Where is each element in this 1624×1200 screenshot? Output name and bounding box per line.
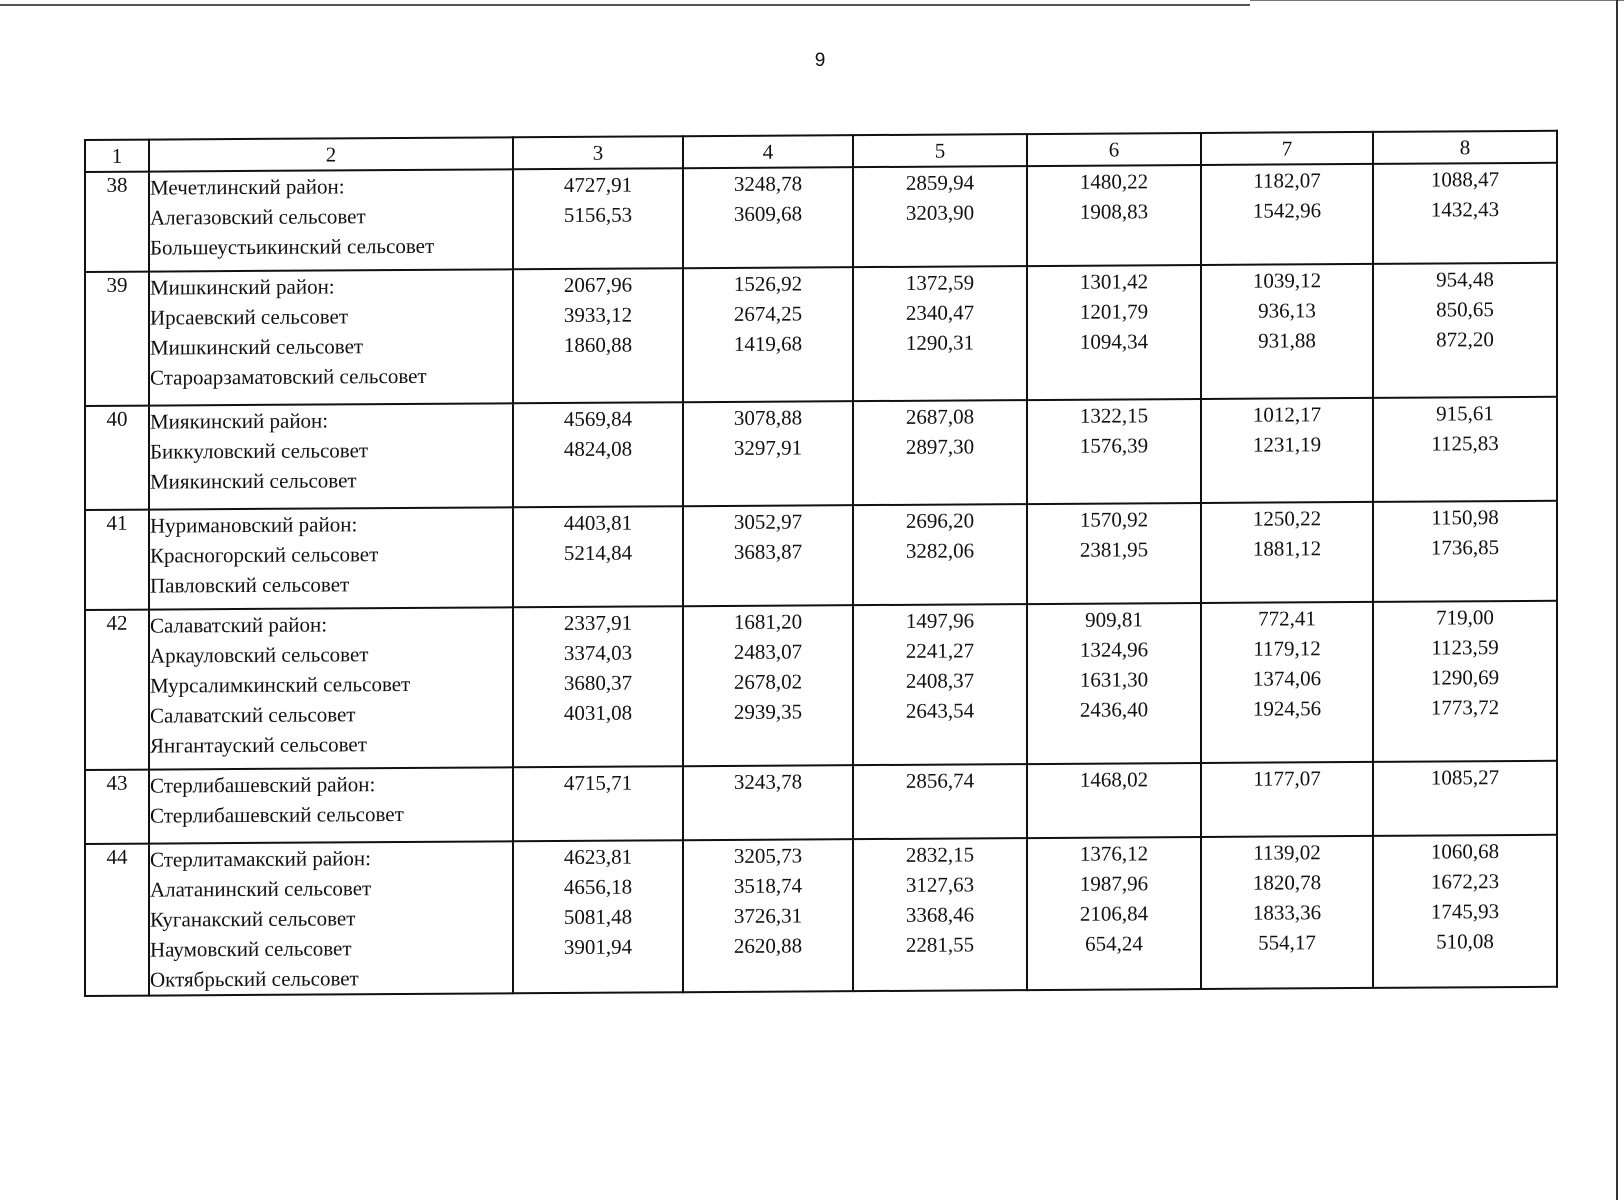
value-cell-col-3 [513,766,683,841]
value-cell-col-6 [1027,503,1201,604]
value: 1125,83 [1431,431,1499,456]
row-number: 41 [85,510,149,610]
value-cell-col-8 [1373,397,1557,502]
council-name: Стерлибашевский сельсовет [150,801,404,828]
value: 1672,23 [1430,869,1500,894]
district-name: Стерлибашевский район: [150,772,376,798]
value: 936,13 [1258,298,1316,323]
value-cell-col-5 [853,504,1027,605]
district-name: Миякинский район: [150,408,329,434]
value: 931,88 [1258,328,1316,353]
value: 1576,39 [1079,433,1149,458]
col-header-3: 3 [513,136,683,169]
row-number: 40 [85,406,149,510]
value-cell-col-4 [683,167,853,268]
value: 510,08 [1436,929,1494,954]
value: 2859,94 [905,170,975,195]
value-cell-col-3 [513,840,683,993]
value-cell-col-7 [1201,398,1373,503]
value: 1039,12 [1252,268,1322,293]
value: 1250,22 [1252,506,1322,531]
value-cell-col-6 [1027,399,1201,504]
scan-edge-right [1616,0,1618,1200]
council-name: Староарзаматовский сельсовет [150,363,427,390]
value: 915,61 [1436,401,1494,426]
value-cell-col-4 [683,401,853,506]
value-cell-col-8 [1373,501,1557,602]
value: 3368,46 [905,902,975,927]
value: 5156,53 [563,202,633,227]
value: 1542,96 [1252,198,1322,223]
value-cell-col-8 [1373,761,1557,836]
district-name: Мишкинский район: [150,274,335,300]
council-name: Янгантауский сельсовет [150,732,367,758]
value: 4403,81 [563,510,633,535]
value: 1833,36 [1252,900,1322,925]
table-row [85,835,1557,996]
value: 1773,72 [1430,695,1500,720]
value: 3127,63 [905,872,975,897]
value-cell-col-5 [853,166,1027,267]
value: 3933,12 [563,302,633,327]
value: 2408,37 [905,668,975,693]
value-cell-col-7 [1201,762,1373,837]
value: 2643,54 [905,698,975,723]
names-cell [149,269,513,405]
value: 4656,18 [563,874,633,899]
value: 1374,06 [1252,666,1322,691]
value: 1139,02 [1253,840,1321,865]
value: 1480,22 [1079,169,1149,194]
table-row [85,761,1557,844]
council-name: Мурсалимкинский сельсовет [150,671,411,698]
value: 772,41 [1258,606,1316,631]
value: 1177,07 [1253,766,1321,791]
value: 872,20 [1436,327,1494,352]
value: 2674,25 [733,301,803,326]
value: 850,65 [1436,297,1494,322]
value: 1012,17 [1252,402,1322,427]
row-number: 39 [85,272,149,406]
value-cell-col-5 [853,400,1027,505]
value-cell-col-6 [1027,165,1201,266]
value: 3282,06 [905,538,975,563]
value: 2856,74 [905,768,975,793]
value-cell-col-4 [683,267,853,402]
value: 2381,95 [1079,537,1149,562]
names-cell [149,841,513,995]
district-name: Мечетлинский район: [150,174,345,200]
table-row [85,501,1557,610]
value: 1497,96 [905,608,975,633]
value-cell-col-6 [1027,763,1201,838]
value: 3248,78 [733,171,803,196]
value-cell-col-7 [1201,836,1373,989]
council-name: Биккуловский сельсовет [150,438,369,464]
value: 4727,91 [563,172,633,197]
names-cell [149,507,513,609]
council-name: Салаватский сельсовет [150,702,356,728]
value: 1419,68 [733,331,803,356]
table-row [85,263,1557,406]
value-cell-col-8 [1373,163,1557,264]
value: 1526,92 [733,271,803,296]
value: 1150,98 [1431,505,1499,530]
table-row [85,601,1557,770]
value: 1376,12 [1079,841,1149,866]
value: 1570,92 [1079,507,1149,532]
value: 1179,12 [1253,636,1321,661]
value: 1372,59 [905,270,975,295]
value: 1924,56 [1252,696,1322,721]
value: 2939,35 [733,699,803,724]
value: 1908,83 [1079,199,1149,224]
value: 1060,68 [1430,839,1500,864]
district-name: Стерлитамакский район: [150,846,371,872]
value-cell-col-3 [513,268,683,403]
row-number: 42 [85,610,149,770]
value: 3726,31 [733,903,803,928]
value-cell-col-6 [1027,837,1201,990]
value: 1324,96 [1079,637,1149,662]
value: 1736,85 [1430,535,1500,560]
council-name: Большеустьикинский сельсовет [150,233,435,260]
value-cell-col-4 [683,839,853,992]
council-name: Павловский сельсовет [150,572,350,598]
col-header-4: 4 [683,135,853,168]
value: 3901,94 [563,934,633,959]
value: 3609,68 [733,201,803,226]
value: 3205,73 [733,843,803,868]
value: 3243,78 [733,769,803,794]
value: 719,00 [1436,605,1494,630]
value: 1085,27 [1430,765,1500,790]
value: 5081,48 [563,904,633,929]
value: 1860,88 [563,332,633,357]
value: 954,48 [1436,267,1494,292]
district-name: Нуримановский район: [150,512,358,538]
value-cell-col-6 [1027,265,1201,400]
value: 2067,96 [563,272,633,297]
value-cell-col-7 [1201,602,1373,763]
council-name: Алегазовский сельсовет [150,204,366,230]
value-cell-col-3 [513,402,683,507]
value: 1088,47 [1430,167,1500,192]
value: 5214,84 [563,540,633,565]
value-cell-col-8 [1373,601,1557,762]
row-number: 44 [85,844,149,996]
table-row [85,397,1557,510]
value: 3518,74 [733,873,803,898]
value: 2897,30 [905,434,975,459]
value: 2436,40 [1079,697,1149,722]
value: 2687,08 [905,404,975,429]
value: 1432,43 [1430,197,1500,222]
value: 3052,97 [733,509,803,534]
council-name: Красногорский сельсовет [150,542,379,568]
value: 1301,42 [1079,269,1149,294]
value: 3374,03 [563,640,633,665]
value: 2281,55 [905,932,975,957]
value-cell-col-4 [683,505,853,606]
value-cell-col-5 [853,604,1027,765]
value-cell-col-5 [853,764,1027,839]
council-name: Аркауловский сельсовет [150,642,369,668]
value: 3683,87 [733,539,803,564]
value: 2620,88 [733,933,803,958]
value: 3203,90 [905,200,975,225]
value: 1881,12 [1252,536,1322,561]
value: 4569,84 [563,406,633,431]
value: 2241,27 [905,638,975,663]
council-name: Миякинский сельсовет [150,468,357,494]
value: 1987,96 [1079,871,1149,896]
value: 1322,15 [1079,403,1149,428]
value: 3297,91 [733,435,803,460]
value-cell-col-4 [683,765,853,840]
col-header-5: 5 [853,134,1027,167]
value-cell-col-3 [513,506,683,607]
col-header-6: 6 [1027,133,1201,166]
value-cell-col-3 [513,168,683,269]
value: 1468,02 [1079,767,1149,792]
value: 2106,84 [1079,901,1149,926]
value-cell-col-7 [1201,264,1373,399]
council-name: Куганакский сельсовет [150,906,356,932]
value: 2340,47 [905,300,975,325]
value: 3680,37 [563,670,633,695]
value: 1182,07 [1253,168,1321,193]
value-cell-col-7 [1201,502,1373,603]
row-number: 38 [85,172,149,272]
value-cell-col-8 [1373,835,1557,988]
value: 1745,93 [1430,899,1500,924]
table-row [85,163,1557,272]
value: 1820,78 [1252,870,1322,895]
value: 4623,81 [563,844,633,869]
value-cell-col-8 [1373,263,1557,398]
names-cell [149,767,513,843]
value: 2678,02 [733,669,803,694]
names-cell [149,403,513,509]
scan-edge-top [0,4,1250,6]
value: 1681,20 [733,609,803,634]
value: 4031,08 [563,700,633,725]
page-number: 9 [814,50,826,71]
names-cell [149,169,513,271]
value: 2832,15 [905,842,975,867]
value-cell-col-5 [853,266,1027,401]
value: 1201,79 [1079,299,1149,324]
value: 1231,19 [1252,432,1322,457]
council-name: Ирсаевский сельсовет [150,304,348,330]
value: 1631,30 [1079,667,1149,692]
col-header-2: 2 [149,137,513,171]
value-cell-col-4 [683,605,853,766]
council-name: Мишкинский сельсовет [150,334,364,360]
col-header-7: 7 [1201,132,1373,165]
col-header-1: 1 [85,140,149,172]
value-cell-col-6 [1027,603,1201,764]
value: 1290,69 [1430,665,1500,690]
value: 654,24 [1085,931,1143,956]
value: 554,17 [1258,930,1316,955]
row-number: 43 [85,770,149,844]
value-cell-col-7 [1201,164,1373,265]
council-name: Алатанинский сельсовет [150,876,372,902]
value: 1094,34 [1079,329,1149,354]
value: 909,81 [1085,607,1143,632]
col-header-8: 8 [1373,131,1557,164]
value: 4715,71 [563,770,633,795]
council-name: Наумовский сельсовет [150,936,352,962]
value: 1290,31 [905,330,975,355]
scan-edge-top-right [1250,0,1624,1]
value: 3078,88 [733,405,803,430]
value: 2337,91 [563,610,633,635]
table-body [85,163,1557,996]
names-cell [149,607,513,769]
district-name: Салаватский район: [150,612,328,638]
council-name: Октябрьский сельсовет [150,966,359,992]
value-cell-col-5 [853,838,1027,991]
value: 4824,08 [563,436,633,461]
value: 1123,59 [1431,635,1499,660]
data-table [84,130,1558,997]
value-cell-col-3 [513,606,683,767]
value: 2483,07 [733,639,803,664]
value: 2696,20 [905,508,975,533]
